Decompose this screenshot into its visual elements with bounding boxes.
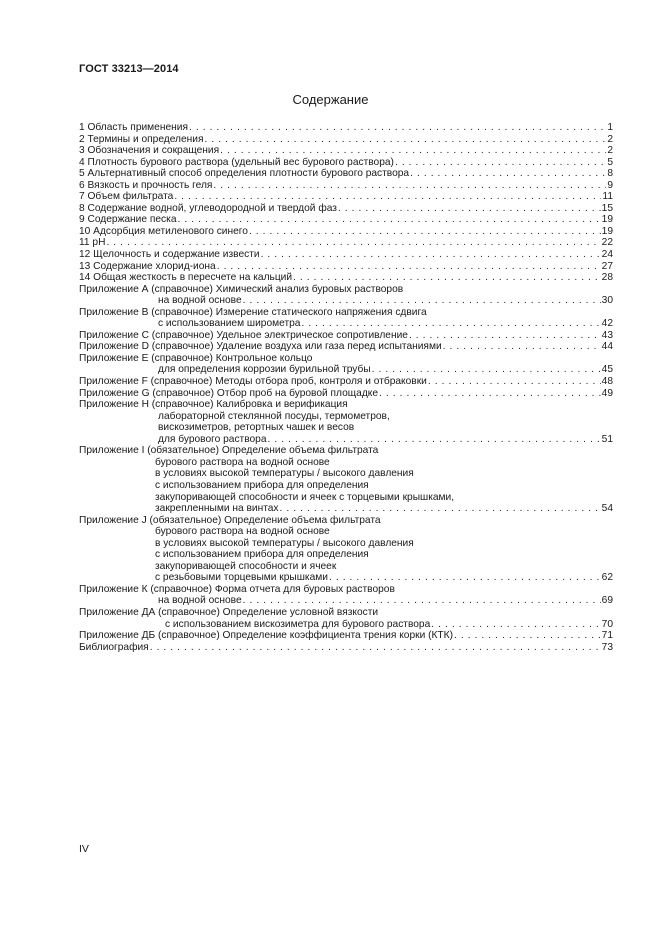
dot-leader	[268, 434, 601, 446]
toc-line	[79, 503, 613, 515]
toc-entry-page: 11	[602, 191, 613, 203]
toc-entry-title: с использованием вискозиметра для бурового раствора	[165, 618, 431, 630]
toc-entry-title: Приложение Н (справочное) Калибровка и верификация	[79, 399, 348, 411]
toc-entry-page: 27	[601, 260, 613, 272]
toc-entry-title: 5 Альтернативный способ определения плотности бурового раствора	[79, 168, 410, 180]
toc-entry-title: Приложение G (справочное) Отбор проб на буровой площадке	[79, 387, 378, 399]
toc-line	[79, 468, 613, 480]
toc-entry-page: 45	[601, 364, 613, 376]
toc-entry[interactable]	[79, 145, 613, 157]
dot-leader	[174, 191, 601, 203]
toc-entry[interactable]	[79, 515, 613, 584]
toc-entry[interactable]	[79, 284, 613, 307]
toc-entry[interactable]	[79, 399, 613, 445]
toc-line	[79, 630, 613, 642]
toc-entry-title: 1 Область применения	[79, 122, 188, 133]
toc-line	[79, 572, 613, 584]
toc-line	[79, 492, 613, 504]
toc-entry[interactable]	[79, 122, 613, 134]
toc-line	[79, 330, 613, 342]
toc-entry[interactable]	[79, 237, 613, 249]
dot-leader	[261, 249, 601, 261]
toc-line	[79, 457, 613, 469]
toc-entry[interactable]	[79, 272, 613, 284]
toc-line	[79, 526, 613, 538]
toc-line	[79, 538, 613, 550]
toc-line	[79, 376, 613, 388]
toc-entry-title: Приложение А (справочное) Химический анализ буровых растворов	[79, 283, 404, 295]
toc-entry-title: 2 Термины и определения	[79, 133, 204, 145]
toc-entry-title: закрепленными на винтах	[155, 503, 279, 515]
dot-leader	[220, 145, 606, 157]
toc-entry-title: 11 pH	[79, 237, 106, 249]
toc-line	[79, 134, 613, 146]
toc-entry-title: 14 Общая жесткость в пересчете на кальций	[79, 272, 293, 284]
toc-line	[79, 434, 613, 446]
toc-entry-page: 44	[601, 341, 613, 353]
toc-entry[interactable]	[79, 249, 613, 261]
toc-entry[interactable]	[79, 353, 613, 376]
dot-leader	[106, 237, 600, 249]
toc-entry-title: 7 Объем фильтрата	[79, 191, 174, 203]
toc-line	[79, 549, 613, 561]
toc-entry-title: для определения коррозии бурильной трубы	[158, 364, 371, 376]
toc-entry-title: с использованием прибора для определения	[155, 479, 369, 491]
toc-entry-title: лабораторной стеклянной посуды, термометров,	[158, 410, 390, 422]
toc-entry-page: 49	[601, 387, 613, 399]
toc-line	[79, 422, 613, 434]
dot-leader	[338, 203, 601, 215]
toc-entry[interactable]	[79, 191, 613, 203]
toc-line	[79, 168, 613, 180]
toc-entry-title: Приложение К (справочное) Форма отчета для буровых растворов	[79, 583, 395, 595]
toc-line	[79, 237, 613, 249]
toc-line	[79, 122, 613, 134]
toc-entry-title: Приложение Е (справочное) Контрольное кольцо	[79, 352, 313, 364]
toc-entry-title: закупоривающей способности и ячеек	[155, 560, 337, 572]
toc-entry[interactable]	[79, 134, 613, 146]
toc-line	[79, 284, 613, 296]
toc-entry-title: для бурового раствора	[158, 433, 267, 445]
toc-entry-page: 2	[607, 133, 613, 145]
toc-entry[interactable]	[79, 330, 613, 342]
toc-entry[interactable]	[79, 607, 613, 630]
toc-entry-page: 42	[601, 318, 613, 330]
toc-entry-page: 48	[601, 376, 613, 388]
toc-entry-page: 69	[601, 595, 613, 607]
toc-line	[79, 318, 613, 330]
toc-entry-page: 19	[601, 225, 613, 237]
toc-line	[79, 515, 613, 527]
toc-line	[79, 480, 613, 492]
toc-entry-title: Приложение J (обязательное) Определение объема фильтрата	[79, 514, 381, 526]
toc-line	[79, 226, 613, 238]
dot-leader	[150, 642, 601, 654]
toc-entry[interactable]	[79, 642, 613, 654]
dot-leader	[249, 226, 601, 238]
toc-line	[79, 157, 613, 169]
toc-entry-page: 1	[607, 122, 613, 133]
toc-entry-page: 70	[601, 618, 613, 630]
page-title: Содержание	[292, 92, 369, 107]
toc-entry[interactable]	[79, 376, 613, 388]
toc-line	[79, 642, 613, 654]
toc-entry-title: Приложение ДА (справочное) Определение условной вязкости	[79, 606, 379, 618]
toc-entry-title: 8 Содержание водной, углеводородной и твердой фаз	[79, 202, 337, 214]
toc-entry-page: 43	[601, 329, 613, 341]
toc-entry-page: 22	[601, 237, 613, 249]
dot-leader	[379, 388, 601, 400]
toc-entry[interactable]	[79, 341, 613, 353]
toc-entry-page: 28	[601, 272, 613, 284]
dot-leader	[189, 122, 606, 134]
toc-entry-page: 71	[601, 630, 613, 642]
toc-entry-page: 30	[601, 295, 613, 307]
toc-line	[79, 272, 613, 284]
dot-leader	[178, 214, 601, 226]
toc-entry-title: 12 Щелочность и содержание извести	[79, 249, 260, 261]
toc-entry-title: 4 Плотность бурового раствора (удельный вес бурового раствора)	[79, 156, 394, 168]
toc-entry-title: на водной основе	[158, 595, 242, 607]
toc-line	[79, 203, 613, 215]
toc-line	[79, 214, 613, 226]
toc-entry-title: бурового раствора на водной основе	[155, 526, 330, 538]
toc-entry[interactable]	[79, 226, 613, 238]
dot-leader	[428, 376, 601, 388]
toc-entry-page: 73	[601, 641, 613, 653]
toc-entry-page: 62	[601, 572, 613, 584]
toc-entry-page: 9	[607, 179, 613, 191]
toc-line	[79, 607, 613, 619]
toc-line	[79, 295, 613, 307]
toc-entry[interactable]	[79, 203, 613, 215]
toc-entry-title: Приложение С (справочное) Удельное электрическое сопротивление	[79, 329, 408, 341]
toc-line	[79, 180, 613, 192]
toc-entry-title: 10 Адсорбция метиленового синего	[79, 225, 248, 237]
toc-line	[79, 249, 613, 261]
toc-line	[79, 399, 613, 411]
toc-entry-page: 19	[601, 214, 613, 226]
dot-leader	[243, 295, 601, 307]
toc-entry[interactable]	[79, 168, 613, 180]
toc-line	[79, 388, 613, 400]
toc-entry-title: 3 Обозначения и сокращения	[79, 145, 220, 157]
toc-entry-title: бурового раствора на водной основе	[155, 456, 330, 468]
page-number: IV	[79, 843, 89, 855]
toc-entry-page: 24	[601, 249, 613, 261]
dot-leader	[243, 595, 601, 607]
toc-entry-title: 6 Вязкость и прочность геля	[79, 179, 213, 191]
toc-line	[79, 364, 613, 376]
toc-line	[79, 561, 613, 573]
toc-entry[interactable]	[79, 180, 613, 192]
toc-line	[79, 341, 613, 353]
toc-entry-title: на водной основе	[158, 295, 242, 307]
toc-entry-title: Приложение D (справочное) Удаление воздуха или газа перед испытаниями	[79, 341, 442, 353]
toc-entry-page: 8	[607, 168, 613, 180]
toc-entry-title: с использованием широметра	[158, 318, 301, 330]
dot-leader	[431, 619, 600, 631]
toc-entry[interactable]	[79, 584, 613, 607]
toc-entry-title: в условиях высокой температуры / высокого давления	[155, 537, 414, 549]
dot-leader	[395, 157, 606, 169]
dot-leader	[301, 318, 600, 330]
toc-line	[79, 411, 613, 423]
dot-leader	[409, 330, 601, 342]
toc-entry[interactable]	[79, 307, 613, 330]
toc-line	[79, 261, 613, 273]
toc-line	[79, 445, 613, 457]
toc-entry-title: Приложение ДБ (справочное) Определение коэффициента трения корки (КТК)	[79, 630, 453, 642]
standard-designation: ГОСТ 33213—2014	[79, 63, 179, 75]
toc-entry-page: 2	[607, 145, 613, 157]
toc-entry[interactable]	[79, 214, 613, 226]
toc-entry[interactable]	[79, 630, 613, 642]
toc-entry[interactable]	[79, 388, 613, 400]
dot-leader	[454, 630, 601, 642]
dot-leader	[213, 180, 606, 192]
toc-entry-title: вискозиметров, ретортных чашек и весов	[158, 422, 355, 434]
toc-line	[79, 584, 613, 596]
toc-entry[interactable]	[79, 261, 613, 273]
toc-entry-title: 13 Содержание хлорид-иона	[79, 260, 216, 272]
toc-entry-page: 51	[601, 433, 613, 445]
dot-leader	[217, 261, 601, 273]
toc-entry-title: Приложение I (обязательное) Определение объема фильтрата	[79, 445, 379, 457]
dot-leader	[329, 572, 601, 584]
toc-entry[interactable]	[79, 445, 613, 514]
toc-entry-title: Приложение В (справочное) Измерение статического напряжения сдвига	[79, 306, 427, 318]
toc-line	[79, 145, 613, 157]
toc-entry-title: Библиография	[79, 641, 149, 653]
toc-entry-page: 5	[607, 156, 613, 168]
toc-entry-title: Приложение F (справочное) Методы отбора проб, контроля и отбраковки	[79, 376, 427, 388]
toc-entry-title: с использованием прибора для определения	[155, 549, 369, 561]
table-of-contents	[79, 122, 613, 653]
dot-leader	[204, 134, 606, 146]
toc-entry-page: 15	[601, 202, 613, 214]
toc-entry-page: 54	[601, 503, 613, 515]
toc-entry-title: закупоривающей способности и ячеек с торцевыми крышками,	[155, 491, 455, 503]
dot-leader	[443, 341, 601, 353]
toc-line	[79, 353, 613, 365]
toc-line	[79, 595, 613, 607]
toc-line	[79, 307, 613, 319]
dot-leader	[372, 364, 601, 376]
toc-line	[79, 191, 613, 203]
toc-line	[79, 619, 613, 631]
dot-leader	[280, 503, 601, 515]
toc-entry[interactable]	[79, 157, 613, 169]
dot-leader	[293, 272, 601, 284]
toc-entry-title: в условиях высокой температуры / высокого давления	[155, 468, 414, 480]
toc-entry-title: 9 Содержание песка	[79, 214, 177, 226]
toc-entry-title: с резьбовыми торцевыми крышками	[155, 572, 328, 584]
dot-leader	[410, 168, 606, 180]
